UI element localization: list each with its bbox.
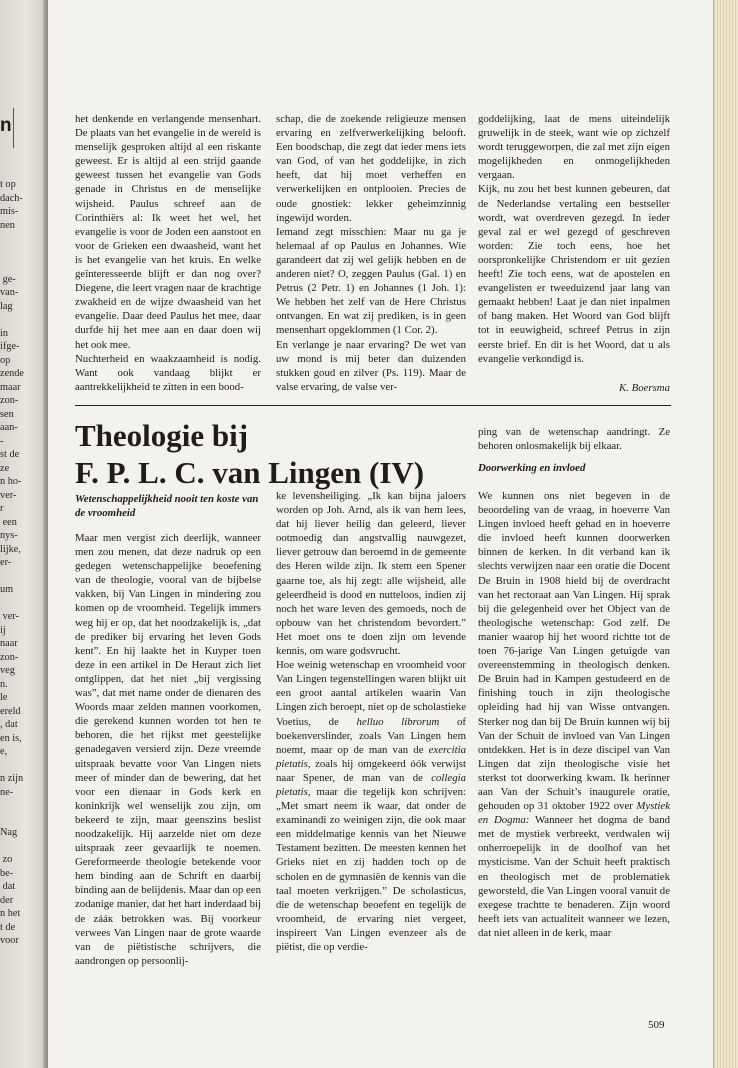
title-line-2: F. P. L. C. van Lingen (IV) (75, 455, 425, 490)
text-run: of boekenverslinder, zoals Van Lingen hem noemt, maar op de man van de (276, 715, 466, 756)
paragraph: het denkende en verlangende mensenhart. De plaats van het evangelie in de wereld is menselijk gesproken altijd al een riskante geweest. Er is altijd al een strijd gaande geweest tussen het evangelie van Gods genade in Christus en de menselijke wijsheid. Paulus schreef aan de Corinthiërs al: Ik weet het wel, het evangelie is voor de Joden een aanstoot en voor de Grieken een dwaasheid, want het is het evangelie van het kruis. En welke geïnteresseerde blijft er dan nog over? Diegene, die leert vragen naar de krachtige zwakheid en de wijze dwaasheid van het evangelie. Daar deed Paulus het mee, daar durfde hij het mee aan en daar doen wij het ook mee. (75, 113, 261, 351)
article-column-3 (478, 489, 670, 940)
previous-article-column-3 (478, 112, 670, 366)
text-run: zoals hij omgekeerd óók verwijst naar Spener, de man van de (276, 757, 466, 784)
section-subheading: Wetenschappelijkheid nooit ten koste van de vroomheid (75, 493, 259, 520)
article-title (75, 417, 475, 491)
title-line-1: Theologie bij (75, 418, 249, 453)
paragraph (478, 489, 670, 940)
paragraph: Kijk, nu zou het best kunnen gebeuren, dat de Nederlandse vertaling een bestseller wordt, wat overdreven gezegd. In ieder geval zal er wel gezegd of geschreven worden: Zie toch eens, hoe het oorspronkelijke Christendom er uit gezien heeft! Zie toch eens, wat de apostelen en evangelisten er tweeduizend jaar lang van gemaakt hebben! Laat je dan niet inpalmen of bang maken. Het Woord van God blijft tot in eeuwigheid, schreef Petrus in zijn eerste brief. En dit is het Woord, dat u als evangelie verkondigd is. (478, 183, 670, 365)
article-column-2 (276, 489, 466, 954)
facing-page-heading-fragment: n (0, 115, 12, 136)
article-column-3-top (478, 425, 670, 453)
paragraph: ping van de wetenschap aandringt. Ze behoren onlosmakelijk bij elkaar. (478, 426, 670, 453)
text-run: Hoe weinig wetenschap en vroomheid voor Van Lingen tegenstellingen waren blijkt uit een groot aantal artikelen waarin Van Lingen zich beroept, niet op de scholastieke Voetius, de (276, 659, 466, 728)
article-column-1 (75, 531, 261, 968)
text-run: maar die tegelijk kon schrijven: „Met smart neem ik waar, dat onder de examinandi zo weinigen zijn, die ook maar een middelmatige kennis van het Nieuwe Testament bezitten. De meesten kennen het Grieks niet en zij hadden toch op de scholen en de gymnasiën de kennis van die taal moeten verkrijgen.” De scholasticus, die de wetenschap beoefent en tegelijk de vroomheid, de ervaring niet vergeet, inspireert Van Lingen evenzeer als de piëtist, die op verdie- (276, 785, 466, 953)
section-subheading-2: Doorwerking en invloed (478, 462, 586, 474)
paragraph: Nuchterheid en waakzaamheid is nodig. Want ook vandaag blijkt er aantrekkelijkheid te zitten in een bood- (75, 352, 261, 393)
italic-term: Mystiek en Dogma: (478, 800, 670, 827)
text-run: We kunnen ons niet begeven in de beoordeling van de vraag, in hoeverre Van Lingen invloed heeft gehad en in hoeverre die invloed heeft kunnen doorwerken binnen de kerken. In dit verband kan ik slechts verwijzen naar een oratie die Docent De Bruin in 1908 hield bij de overdracht van het rectoraat aan Van Lingen. Hij sprak bij die gelegenheid over het Object van de theologische wetenschap: God zelf. De manier waarop hij het woord richtte tot de toen 76-jarige Van Lingen getuigde van overeenstemming in theologisch denken. De Bruin had in Kampen gestudeerd en de finishing touch in zijn theologische opleiding had hij van Wisse ontvangen. Sterker nog dan bij De Bruin kunnen wij bij Van der Schuit de invloed van Van Lingen ontdekken. Het is in deze discipel van Van Lingen dat zijn theologische visie het sterkst tot doorwerking kwam. Ik herinner aan Van der Schuit’s inaugurele oratie, gehouden op 31 oktober 1922 over (478, 490, 670, 813)
paragraph: goddelijking, laat de mens uiteindelijk gruwelijk in de steek, want wie op zichzelf wordt teruggeworpen, die zal met zijn eigen mogelijkheden en onmogelijkheden vergaan. (478, 113, 670, 182)
previous-article-column-1 (75, 112, 261, 394)
italic-term: helluo librorum (356, 715, 440, 728)
author-signature: K. Boersma (619, 382, 670, 394)
text-run: Wanneer het dogma de band met de mystiek verbreekt, verdwalen wij onherroepelijk in de doolhof van het mysticisme. Van der Schuit heeft praktisch en theologisch met de problematiek geworsteld, die Van Lingen vooral vanuit de exegese trachtte te benaderen. Zijn woord heeft iets van actualiteit wanneer we lezen, dat niet alleen in de kerk, maar (478, 814, 670, 939)
page-stack-edge (713, 0, 738, 1068)
paragraph (276, 658, 466, 954)
paragraph: Maar men vergist zich deerlijk, wanneer men zou menen, dat deze nadruk op een gedegen wetenschappelijke beoefening van de theologie, vooral van de bijbelse vakken, bij Van Lingen in mindering zou komen op de vroomheid. Tegelijk immers weg hij er op, dat het noodzakelijk is, „dat de prediker bij ervaring het leven Gods kent”. En hij laakte het in Kuyper toen deze in een artikel in De Heraut zich liet ontglippen, dat het niet „bij vergissing was”, dat met name onder de dienaren des Woords maar zelden mannen voorkomen, die gerekend kunnen worden tot hen te behoren, die het rijkst met geestelijke genadegaven versierd zijn. Deze vreemde uitspraak bevatte voor Van Lingen niets meer of minder dan de bewering, dat het voor een dienaar in Gods kerk en koninkrijk wel wenselijk zou zijn, om bekeerd te zijn, maar geenszins beslist noodzakelijk. Hij aarzelde niet om deze uitspraak zeer gevaarlijk te noemen. Gereformeerde theologie betekende voor hem binding aan de Schrift en daarbij binding aan de belijdenis. Maar dan op een zodanige manier, dat het hart inderdaad bij de zááк betrokken was. Bij voorkeur verwees Van Lingen naar de grote waarde van de piëtistische schrijvers, die aandrongen op persoonlij- (75, 532, 261, 967)
facing-page-text-fragments: t op dach- mis- nen ge- van- lag in ifge- op zende maar zon- sen aan- - st de ze n ho- ver- r een nys- lijke, er- um ver- ij naar zon- veg n. le ereld , dat en is, e, n zijn ne- Nag zo be- dat der n het t de voor (0, 179, 25, 946)
paragraph: schap, die de zoekende religieuze mensen ervaring en zelfverwerkelijking belooft. Een boodschap, die zegt dat ieder mens iets van God, of van het goddelijke, in zich heeft, dat hij moet verheffen en verwerkelijken en ontplooien. Precies de oude gnostiek: lekker geheimzinnig ingewijd worden. (276, 113, 466, 224)
magazine-page (48, 0, 714, 1068)
italic-term: exercitia pietatis, (276, 743, 466, 770)
facing-page-edge (0, 0, 48, 1068)
article-divider (75, 405, 671, 406)
paragraph: En verlange je naar ervaring? De wet van uw mond is mij beter dan duizenden stukken goud en zilver (Ps. 119). Maar de valse ervaring, de valse ver- (276, 338, 466, 393)
page-number: 509 (648, 1019, 665, 1031)
italic-term: collegia pietatis, (276, 771, 466, 798)
paragraph: ke levensheiliging. „Ik kan bijna jaloers worden op Joh. Arnd, als ik van hem lees, dat hij liever heilig dan geleerd, liever ootmoedig dan angstvallig nauwgezet, liever getrouw dan beroemd in de gemeente des Heren wilde zijn. Ik stem een Spener gaarne toe, als hij zegt: alle wijsheid, alle geleerdheid is dood en nutteloos, indien zij noch het ware leven des gemoeds, noch de opbouw van het christendom bevordert.” Het moet ons te doen zijn om levende kennis, om ware godsvrucht. (276, 490, 466, 658)
previous-article-column-2 (276, 112, 466, 394)
paragraph: Iemand zegt misschien: Maar nu ga je helemaal af op Paulus en Johannes. Wie garandeert dat zij wel gelijk hebben en de anderen niet? O, zeggen Paulus (Gal. 1) en Petrus (2 Petr. 1) en Johannes (1 Joh. 1): We hebben het zelf van de Here Christus ontvangen. En wat zij prediken, is in geen mensenhart opgeklommen (1 Cor. 2). (276, 225, 466, 337)
